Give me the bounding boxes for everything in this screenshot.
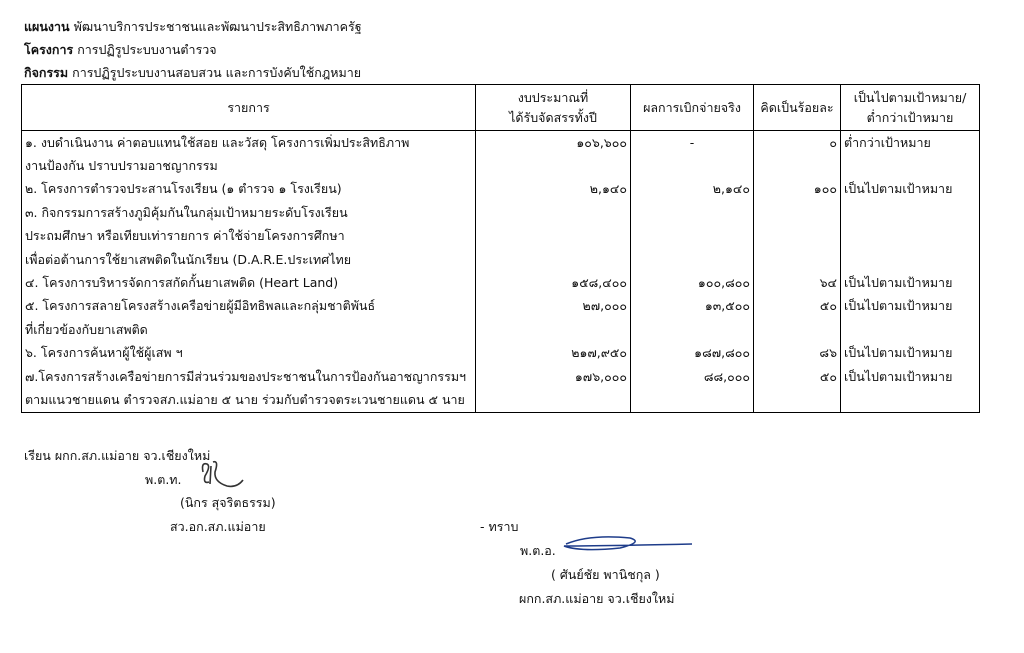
cell-percent: [754, 248, 841, 271]
cell-status: [841, 201, 980, 224]
table-row: [22, 388, 980, 412]
cell-actual: ๑๐๐,๘๐๐: [631, 271, 754, 294]
rank-1: พ.ต.ท.: [145, 472, 182, 487]
cell-percent: [754, 225, 841, 248]
cell-budget: [476, 225, 631, 248]
cell-budget: ๑๗๖,๐๐๐: [476, 365, 631, 388]
cell-actual: [631, 248, 754, 271]
cell-budget: [476, 318, 631, 341]
plan-label: แผนงาน: [24, 19, 70, 34]
cell-budget: [476, 248, 631, 271]
header-status-line2: ต่ำกว่าเป้าหมาย: [866, 109, 954, 125]
table-row: [22, 131, 980, 155]
cell-item: งานป้องกัน ปราบปรามอาชญากรรม: [22, 154, 476, 177]
cell-budget: ๒๑๗,๙๕๐: [476, 342, 631, 365]
table-row: [22, 154, 980, 177]
header-budget-line1: งบประมาณที่: [517, 89, 589, 105]
cell-status: เป็นไปตามเป้าหมาย: [841, 271, 980, 294]
header-status: [841, 85, 980, 131]
activity-value: การปฏิรูประบบงานสอบสวน และการบังคับใช้กฎหมาย: [72, 65, 362, 80]
cell-status: [841, 225, 980, 248]
cell-item: ๕. โครงการสลายโครงสร้างเครือข่ายผู้มีอิทธิพลและกลุ่มชาติพันธ์: [22, 295, 476, 318]
acknowledge-text: - ทราบ: [480, 519, 519, 534]
cell-item: ๓. กิจกรรมการสร้างภูมิคุ้มกันในกลุ่มเป้าหมายระดับโรงเรียน: [22, 201, 476, 224]
cell-actual: ๒,๑๔๐: [631, 178, 754, 201]
cell-status: [841, 318, 980, 341]
cell-percent: ๐: [754, 131, 841, 155]
signer-name-2: ( ศันย์ชัย พานิชกุล ): [551, 567, 660, 582]
cell-percent: ๕๐: [754, 365, 841, 388]
cell-status: [841, 154, 980, 177]
plan-line: [24, 17, 362, 37]
cell-budget: ๑๐๖,๖๐๐: [476, 131, 631, 155]
cell-actual: ๑๓,๕๐๐: [631, 295, 754, 318]
cell-actual: [631, 154, 754, 177]
table-row: [22, 248, 980, 271]
header-item: รายการ: [22, 85, 476, 131]
cell-item: ๗.โครงการสร้างเครือข่ายการมีส่วนร่วมของประชาชนในการป้องกันอาชญากรรมฯ: [22, 365, 476, 388]
cell-status: เป็นไปตามเป้าหมาย: [841, 295, 980, 318]
cell-actual: [631, 225, 754, 248]
cell-actual: [631, 201, 754, 224]
header-budget-line2: ได้รับจัดสรรทั้งปี: [509, 109, 597, 125]
cell-status: เป็นไปตามเป้าหมาย: [841, 342, 980, 365]
header-budget: [476, 85, 631, 131]
plan-value: พัฒนาบริการประชาชนและพัฒนาประสิทธิภาพภาครัฐ: [73, 19, 362, 34]
header-actual: ผลการเบิกจ่ายจริง: [631, 85, 754, 131]
project-line: [24, 40, 217, 60]
table-row: [22, 201, 980, 224]
cell-status: เป็นไปตามเป้าหมาย: [841, 178, 980, 201]
cell-actual: [631, 318, 754, 341]
activity-label: กิจกรรม: [24, 65, 69, 80]
table-row: [22, 178, 980, 201]
cell-item: ประถมศึกษา หรือเทียบเท่ารายการ ค่าใช้จ่ายโครงการศึกษา: [22, 225, 476, 248]
cell-item: ตามแนวชายแดน ตำรวจสภ.แม่อาย ๕ นาย ร่วมกับตำรวจตระเวนชายแดน ๕ นาย: [22, 388, 476, 412]
cell-percent: [754, 201, 841, 224]
cell-status: เป็นไปตามเป้าหมาย: [841, 365, 980, 388]
signature-2: [560, 534, 696, 554]
cell-actual: ๘๘,๐๐๐: [631, 365, 754, 388]
table-header-row: [22, 85, 980, 131]
cell-actual: ๑๘๗,๘๐๐: [631, 342, 754, 365]
cell-budget: ๒๗,๐๐๐: [476, 295, 631, 318]
cell-status: [841, 248, 980, 271]
cell-item: ที่เกี่ยวข้องกับยาเสพติด: [22, 318, 476, 341]
cell-budget: ๒,๑๔๐: [476, 178, 631, 201]
header-percent: คิดเป็นร้อยละ: [754, 85, 841, 131]
cell-percent: ๖๔: [754, 271, 841, 294]
cell-status: [841, 388, 980, 412]
cell-actual: [631, 388, 754, 412]
table-row: [22, 318, 980, 341]
table-row: [22, 342, 980, 365]
signer-position-2: ผกก.สภ.แม่อาย จว.เชียงใหม่: [519, 591, 675, 606]
project-value: การปฏิรูประบบงานตำรวจ: [77, 42, 217, 57]
cell-item: เพื่อต่อต้านการใช้ยาเสพติดในนักเรียน (D.A.R.E.ประเทศไทย: [22, 248, 476, 271]
project-label: โครงการ: [24, 42, 74, 57]
table-row: [22, 225, 980, 248]
cell-actual: -: [631, 131, 754, 155]
table-row: [22, 271, 980, 294]
memo-salutation: เรียน ผกก.สภ.แม่อาย จว.เชียงใหม่: [24, 448, 211, 463]
cell-percent: ๑๐๐: [754, 178, 841, 201]
table-row: [22, 295, 980, 318]
cell-percent: ๘๖: [754, 342, 841, 365]
cell-status: ต่ำกว่าเป้าหมาย: [841, 131, 980, 155]
cell-item: ๔. โครงการบริหารจัดการสกัดกั้นยาเสพติด (Heart Land): [22, 271, 476, 294]
cell-budget: [476, 201, 631, 224]
signer-name-1: (นิกร สุจริตธรรม): [180, 495, 276, 510]
cell-item: ๒. โครงการตำรวจประสานโรงเรียน (๑ ตำรวจ ๑ โรงเรียน): [22, 178, 476, 201]
budget-table: [21, 84, 980, 413]
signer-position-1: สว.อก.สภ.แม่อาย: [170, 519, 266, 534]
rank-2: พ.ต.อ.: [520, 543, 556, 558]
cell-percent: [754, 318, 841, 341]
cell-budget: [476, 388, 631, 412]
activity-line: [24, 63, 361, 83]
cell-percent: [754, 388, 841, 412]
table-body: [22, 131, 980, 413]
cell-percent: [754, 154, 841, 177]
cell-budget: [476, 154, 631, 177]
cell-item: ๑. งบดำเนินงาน ค่าตอบแทนใช้สอย และวัสดุ โครงการเพิ่มประสิทธิภาพ: [22, 131, 476, 155]
signature-1: [197, 458, 245, 490]
cell-item: ๖. โครงการค้นหาผู้ใช้ผู้เสพ ฯ: [22, 342, 476, 365]
table-row: [22, 365, 980, 388]
header-status-line1: เป็นไปตามเป้าหมาย/: [853, 89, 967, 105]
cell-budget: ๑๕๘,๔๐๐: [476, 271, 631, 294]
cell-percent: ๕๐: [754, 295, 841, 318]
